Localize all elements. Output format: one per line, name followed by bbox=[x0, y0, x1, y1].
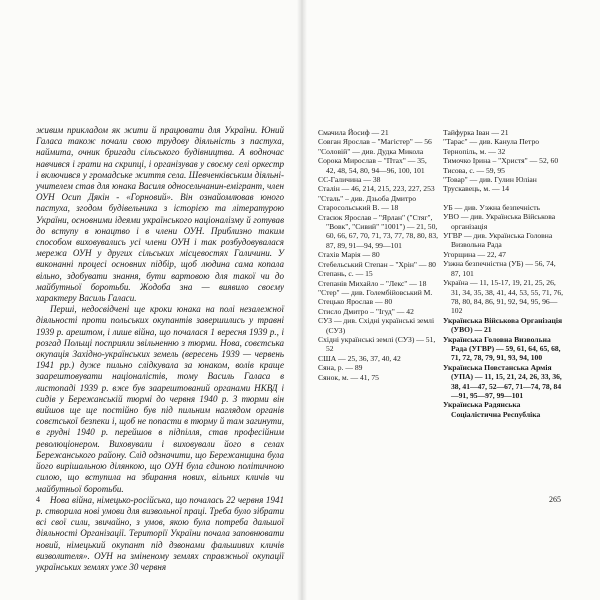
index-entry: Узжна безпечністна (УБ) — 56, 74, 87, 101 bbox=[443, 259, 556, 278]
index-entry: УБ — див. Уэжна безпечність bbox=[443, 202, 540, 212]
index-entry: "Соловій" — див. Дудка Микола bbox=[318, 146, 424, 156]
index-entry: Стахів Марія — 80 bbox=[318, 250, 380, 260]
index-entry: Тимочко Ірина – "Христя" — 52, 60 bbox=[443, 156, 559, 166]
index-entry: Тисова, с. — 59, 95 bbox=[443, 165, 505, 175]
paragraph: живим прикладом як жити й працювати для України. Юний Галаса також почали свою трудову діяльність з пастуха, наймита, очник бригади сільського будівництва. А водночас навчився і грати на скрипці, і організував у своєму селі оркестр і включився у громадське життя села. Шевченківським діяльні-учителем став для юнака Василя односельчанин-емігрант, член ОУН Осип Дякін - «Горновий». Він ознайомлював юного пастуха, згодом будівельника з історією та літературою України, основними ідеями українського націоналізму й готував до вступу в юнацтво і в члени ОУН. Приблизно таким способом виховувались усі члени ОУН і так розбудовувалася мережа ОУН у других сільських місцевостях Галичини. У виконанні процесі основних підбір, щоб людина сама копала вільно, здобувати знання, бути вартовою для такої чи до майбутньої боротьби. Жодоба зна — виявило своєму характеру Василь Галаси. bbox=[36, 125, 284, 304]
index-entry: Українська Військова Організація (УВО) — 21 bbox=[443, 315, 563, 335]
index-entry: Трускавець, м. — 14 bbox=[443, 184, 510, 194]
index-column-2 bbox=[443, 128, 563, 419]
index-entry: СУЗ — див. Східні українські землі (СУЗ) bbox=[318, 316, 435, 335]
index-entry: Стисло Дмитро – "Ігуд" — 42 bbox=[318, 306, 414, 316]
index-entry: Українська Радянська Соціалістична Республіка bbox=[443, 400, 541, 419]
index-entry: "Сталь" – див. Дзьоба Дмитро bbox=[318, 193, 416, 203]
page-number-left: 4 bbox=[36, 495, 40, 504]
index-entry: Українська Головна Визвольна Рада (УГВР) — 59, 61, 64, 65, 68, 71, 72, 78, 79, 91, 93, 94, 100 bbox=[443, 334, 561, 363]
paragraph: Нова війна, німецько-російська, що почалась 22 червня 1941 р. створила нові умови для визвольної праці. Треба було зібрати всі свої сили, звичайно, з умов, якою була потреба дальшої діяльності Організації. Території України почала заповнювати новий, німецький окупант під дзвонами фальшивих кличів визволителя». ОУН на зміненому землях справжньої окупації українських землях уже 30 червня bbox=[36, 494, 284, 572]
index-entry: Тернопіль, м. — 32 bbox=[443, 146, 506, 156]
index-entry: "Товар" — див. Гулин Юліан bbox=[443, 175, 537, 185]
index-entry: Степанів Михайло – "Лекс" — 18 bbox=[318, 278, 427, 288]
index-entry: США — 25, 36, 37, 40, 42 bbox=[318, 353, 401, 363]
index-entry: Східні українські землі (СУЗ) — 51, 52 bbox=[318, 334, 436, 354]
index-entry: Тайфурка Іван — 21 bbox=[443, 128, 509, 137]
index-entry: УВО — див. Українська Військова організація bbox=[443, 212, 556, 231]
book-gutter bbox=[297, 0, 307, 600]
page-number-right: 265 bbox=[549, 495, 561, 504]
index-entry: "Стер" — див. Голембійовський М. bbox=[318, 287, 433, 297]
index-entry: Совган Ярослав – "Магістер" — 56 bbox=[318, 137, 432, 147]
index-entry: СС-Галичина — 38 bbox=[318, 175, 381, 185]
index-column-1 bbox=[318, 128, 438, 382]
index-entry: Стасюк Ярослав – "Ярлан" ("Стяг", "Вовк", "Сивий" "1001") — 21, 50, 60, 66, 67, 70, 71, 73, 77, 78, 80, 83, 87, 89, 91—94, 99—101 bbox=[318, 212, 439, 250]
index-entry: Стецько Ярослав — 80 bbox=[318, 297, 393, 307]
index-entry: Українська Повстанська Армія (УПА) — 11, 15, 21, 24, 26, 33, 36, 38, 41—47, 52—67, 71—74, 78, 84—91, 95—97, 99—101 bbox=[443, 362, 562, 400]
index-entry: Україна — 11, 15-17, 19, 21, 25, 26, 31, 34, 35, 38, 41, 44, 53, 55, 71, 76, 78, 80, 84, 86, 91, 92, 94, 95, 96—102 bbox=[443, 278, 564, 316]
index-entry: Смачила Йосиф — 21 bbox=[318, 128, 389, 137]
index-entry: Сорока Мирослав – "Птах" — 35, 42, 48, 54, 80, 94—96, 100, 101 bbox=[318, 156, 427, 175]
paragraph: Перші, недосвідчені ще кроки юнака на полі незалежної діяльності проти польських окупантів завершились у травні 1939 р. арештом, і лише війна, що почалася 1 вересня 1939 р., і розгад Польщі посприяли звільненню з тюрми. Нова, совєтська окупація Західно-українських земель (вересень 1939 — червень 1941 рр.) дуже пильно слідкувала за юнаком, волів краще заарештовувати націоналістів, тому Василь Галаса в листопаді 1939 р. вже був заарештований органами НКВД і сидів у Бережанській тюрмі до червня 1940 р. З тюрми він вийшов ще ще постійно був під пильним наглядом органів совєтської безпеки і, щоб не попасти в тюрму й там загинути, в грудні 1940 р. перейшов в підпілля, став професійним революціонером. Виховували і виховували його в селах Бережанського району. Слід одзначити, що Бережанщина була його вирішальною ділянкою, що ОУН була єдиною політичною силою, що вступила на збирання нових, вільних кличів чи майбутньої боротьби. bbox=[36, 304, 284, 494]
index-entry: Стебельський Степан – "Хрін" — 80 bbox=[318, 259, 436, 269]
left-page-text bbox=[36, 125, 284, 572]
prose-body bbox=[36, 125, 284, 573]
right-page-index bbox=[318, 128, 568, 493]
index-entry: Степань, с. — 15 bbox=[318, 269, 373, 279]
index-entry: Сяна, р. — 89 bbox=[318, 363, 363, 373]
index-entry: Старосольський В. — 18 bbox=[318, 203, 399, 213]
index-entry: Сталін — 46, 214, 215, 223, 227, 253 bbox=[318, 184, 435, 194]
index-entry: УГВР — див. Українська Головна Визвольна Рада bbox=[443, 231, 553, 250]
index-entry: Угорщина — 22, 47 bbox=[443, 249, 506, 259]
index-entry: Сянок, м. — 41, 75 bbox=[318, 372, 379, 382]
index-entry: "Тарас" — див. Канула Петро bbox=[443, 137, 540, 147]
